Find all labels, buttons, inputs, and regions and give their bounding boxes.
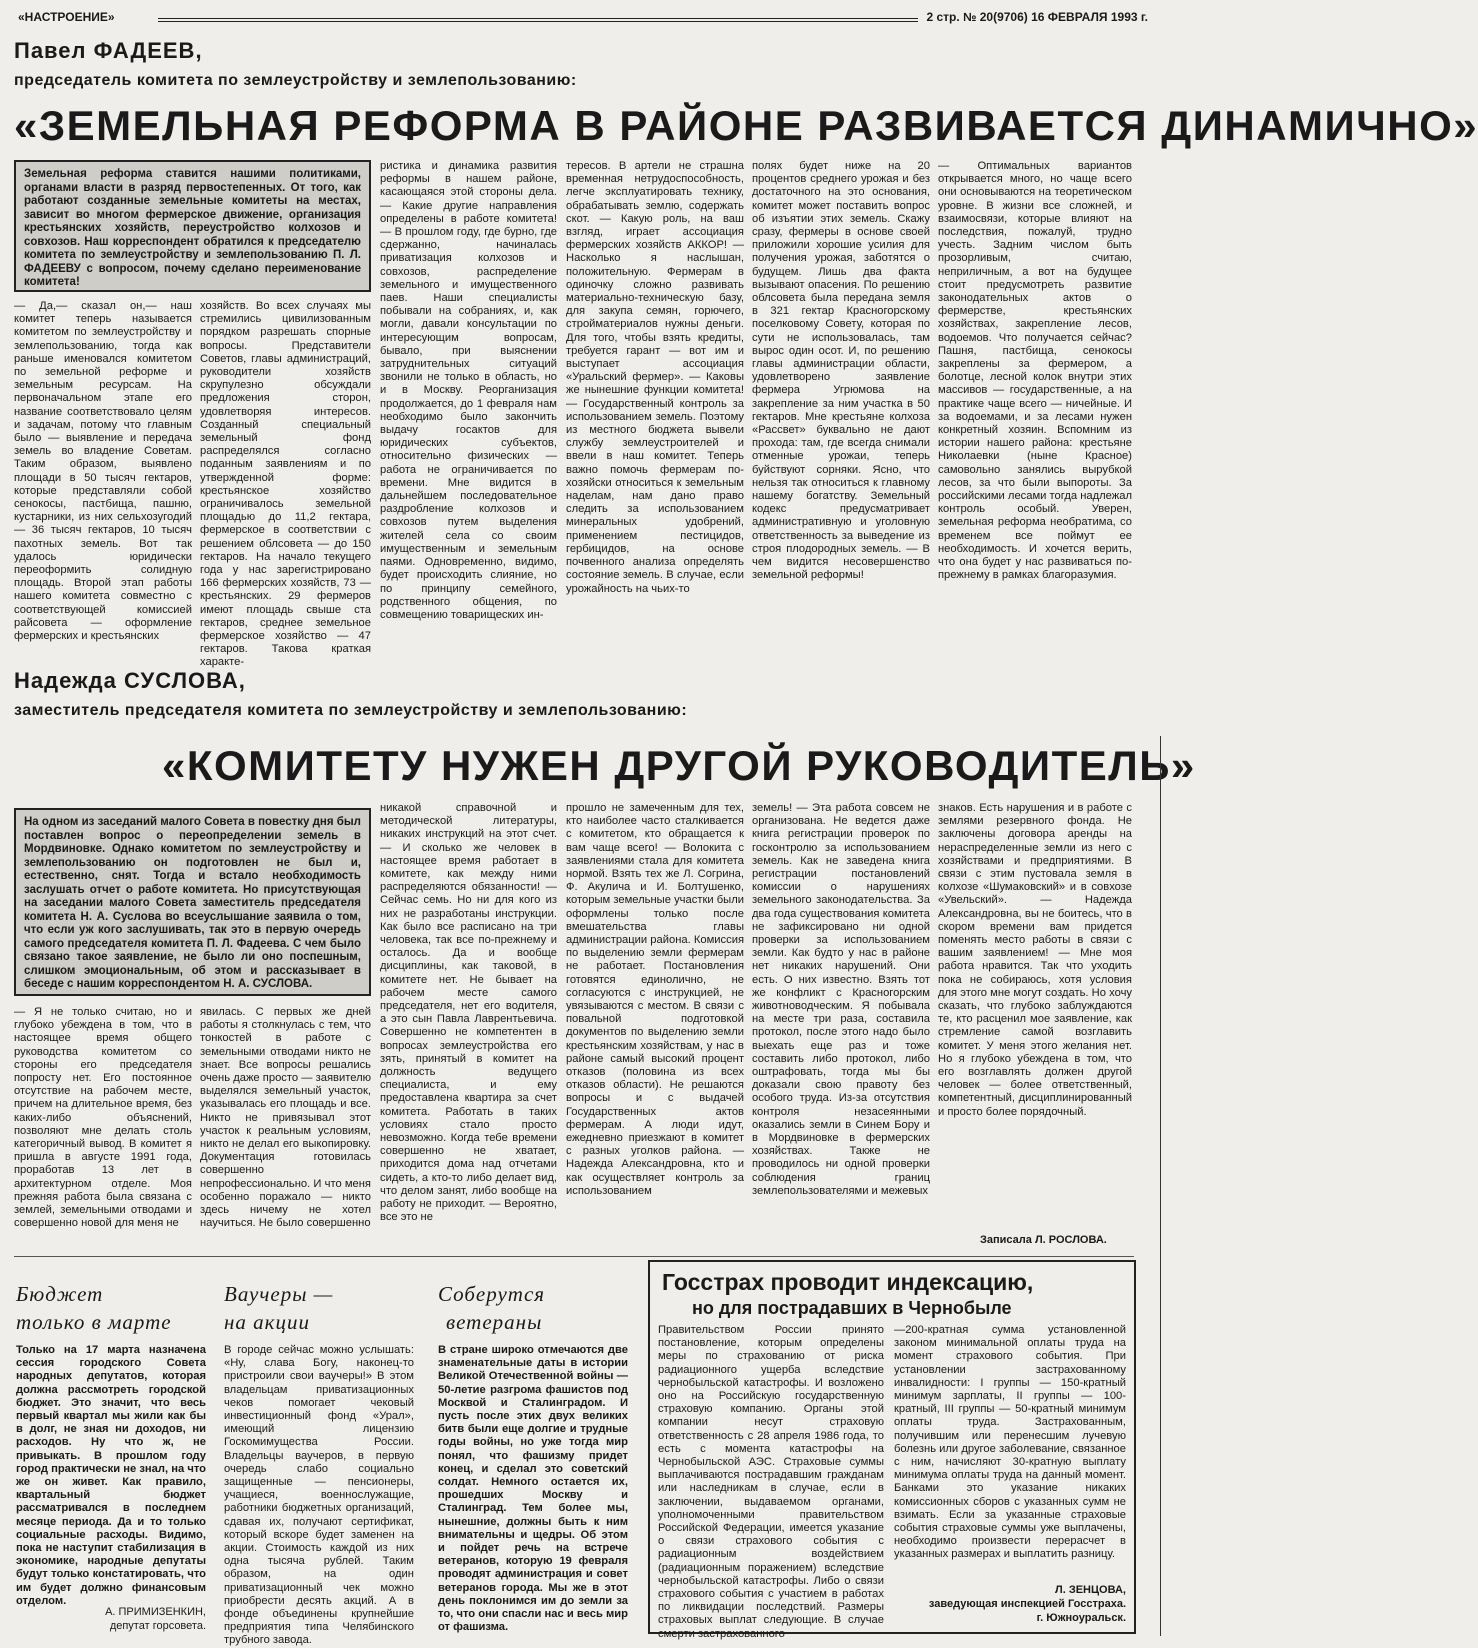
gosstrakh-headline-1: Госстрах проводит индексацию,: [662, 1269, 1034, 1295]
article1-headline: «ЗЕМЕЛЬНАЯ РЕФОРМА В РАЙОНЕ РАЗВИВАЕТСЯ ДИНАМИЧНО»: [14, 102, 1478, 149]
masthead-issue: 2 стр. № 20(9706) 16 ФЕВРАЛЯ 1993 г.: [926, 10, 1148, 24]
masthead-title: «НАСТРОЕНИЕ»: [18, 10, 115, 24]
gosstrakh-headline-2: но для пострадавших в Чернобыле: [692, 1298, 1012, 1318]
article2-signature: Записала Л. РОСЛОВА.: [980, 1234, 1107, 1246]
bottom-divider: [14, 1256, 1134, 1257]
short2-body: В городе сейчас можно услышать: «Ну, слава Богу, наконец-то пристроили свои ваучеры!» В этом владельцам приватизационных чеков помогает чековый инвестиционный фонд «Урал», имеющий лицензию Госкомимущества России. Владельцы ваучеров, в первую очередь слабо социально защищенные — пенсионеры, учащиеся, военнослужащие, работники бюджетных организаций, сдавая их, получают сертификат, который вскоре будет заменен на акции. Стоимость каждой из них одна тысяча рублей. Таким образом, на один приватизационный чек можно приобрести десять акций. А в фонде объединены крупнейшие предприятия типа Челябинского трубного завода.: [224, 1344, 414, 1647]
gosstrakh-sign-1: Л. ЗЕНЦОВА,: [1055, 1584, 1126, 1596]
article2-column-2: явилась. С первых же дней работы я столкнулась с тем, что тонкостей в работе с земельными отводами никто не знает. Все вопросы решались очень даже просто — заявителю выделялся земельный участок, указывалась его площадь и все. Никто не привязывал этот участок к реальным условиям, никто не делал его выкопировку. Документация готовилась совершенно непрофессионально. И что меня особенно поражало — никто здесь ничему не хотел научиться. Не было совершенно: [200, 1006, 371, 1230]
article2-headline: «КОМИТЕТУ НУЖЕН ДРУГОЙ РУКОВОДИТЕЛЬ»: [162, 742, 1196, 789]
adjacent-page-edge: [1160, 736, 1161, 1636]
article1-lead: Земельная реформа ставится нашими политиками, органами власти в разряд первостепенных. От того, как работают созданные земельные комитеты на местах, зависит во многом фермерское движение, организация крестьянских хозяйств, переустройство колхозов и совхозов. Наш корреспондент обратился к председателю комитета по землеустройству и землепользованию П. Л. ФАДЕЕВУ с вопросом, почему сделано переименование комитета!: [14, 160, 371, 292]
short3-body: В стране широко отмечаются две знаменательные даты в истории Великой Отечественной войны — 50-летие разгрома фашистов под Москвой и Сталинградом. И пусть после этих двух великих битв были еще долгие и трудные годы войны, но уже тогда мир понял, что фашизму придет конец, и сделал это советский солдат. Немного остается их, прошедших Москву и Сталинград. Тем более мы, нынешние, должны быть к ним внимательны и щедры. Об этом и пойдет речь на встрече ветеранов, которую 19 февраля проводят администрация и совет ветеранов города. Мы же в этот день поклонимся им до земли за то, что они спасли нас и весь мир от фашизма.: [438, 1344, 628, 1634]
short1-sign-2: депутат горсовета.: [109, 1620, 206, 1632]
article1-column-1: — Да,— сказал он,— наш комитет теперь называется комитетом по землеустройству и землепользованию, тогда как раньше именовался комитетом по земельной реформе и земельным ресурсам. На первоначальном этапе его название соответствовало целям и задачам, потому что главным было — выявление и передача земель во владение Советам. Таким образом, выявлено площади в 50 тысяч гектаров, которые представляли собой сенокосы, пастбища, пашню, кустарники, из них сельхозугодий — 36 тысяч гектаров, 10 тысяч пахотных земель. Вот так удалось юридически переоформить солидную площадь. Второй этап работы нашего комитета совместно с соответствующей комиссией райсовета — оформление фермерских и крестьянских: [14, 300, 192, 643]
article2-column-6: знаков. Есть нарушения и в работе с землями резервного фонда. Не заключены договора аренды на нераспределенные земли из него с хозяйствами и предприятиями. В связи с этим пустовала земля в колхозе «Шумаковский» и в совхозе «Увельский». — Надежда Александровна, вы не боитесь, что в скором времени вам придется поменять место работы в связи с вашим заявлением! — Мне моя работа нравится. Так что уходить пока не собираюсь, хотя условия для этого мне могут создать. Но хочу сказать, что глубоко заблуждаются те, кто расценил мое заявление, как стремление самой возглавить комитет. У меня этого желания нет. Но я глубоко убеждена в том, что его возглавлять должен другой человек — более ответственный, компетентный, дисциплинированный и просто более порядочный.: [938, 802, 1132, 1118]
article1-column-3: ристика и динамика развития реформы в нашем районе, касающаяся этой стороны дела. — Какие другие направления определены в работе комитета! — В прошлом году, где бурно, где сдержанно, начиналась приватизация колхозов и совхозов, распределение земельного и имущественного паев. Наши специалисты побывали на собраниях, и, как могли, давали консультации по интересующим вопросам, бывало, при выяснении затруднительных ситуаций звонили не только в область, но и в Москву. Реорганизация продолжается, до 1 февраля нам необходимо было закончить выдачу госактов для юридических субъектов, относительно физических — работа не ограничивается по времени. Мне видится в дальнейшем последовательное раздробление колхозов и совхозов путем выделения жителей села со своим имущественным и земельным паями. Одновременно, видимо, будет происходить слияние, но по принципу семейного, родственного общения, по совмещению товарищеских ин-: [380, 160, 557, 621]
gosstrakh-box: [648, 1260, 1136, 1640]
article2-author: Надежда СУСЛОВА,: [14, 668, 246, 693]
gosstrakh-sign-2: заведующая инспекцией Госстраха.: [928, 1598, 1126, 1610]
short1-headline-1: Бюджет: [16, 1282, 104, 1306]
article1-column-2: хозяйств. Во всех случаях мы стремились цивилизованным порядком разрешать спорные вопросы. Представители Советов, главы администраций, руководители хозяйств скрупулезно обсуждали предложения сторон, удовлетворяя интересов. Созданный специальный земельный фонд распределялся согласно поданным заявлениям и по утвержденной форме: крестьянское хозяйство ограничивалось земельной площадью до 11,2 гектара, фермерское в соответствии с решением облсовета — до 150 гектаров. На начало текущего года у нас зарегистрировано 166 фермерских хозяйств, 73 — крестьянских. 29 фермеров имеют площадь свыше ста гектаров, среднее земельное фермерское хозяйство — 47 гектаров. Такова краткая характе-: [200, 300, 371, 669]
short3-headline-2: ветераны: [446, 1310, 543, 1334]
article1-column-5: полях будет ниже на 20 процентов среднего урожая и без достаточного на это основания, комитет может поставить вопрос об изъятии этих земель. Скажу сразу, фермеры в основе своей приложили хорошие усилия для получения урожая, заботятся о будущем. Лишь два факта вызывают опасения. По решению облсовета была передана земля в 321 гектар Красногорскому поселковому Совету, которая по сути не использовалась, там вырос один осот. И, по решению главы администрации области, удовлетворено заявление фермера Угрюмова на закрепление за ним участка в 50 гектаров. Мне крестьяне колхоза «Рассвет» буквально не дают прохода: там, где всегда снимали отменные урожаи, теперь буйствуют сорняки. Ясно, что нельзя так относиться к главному нашему богатству. Земельный кодекс предусматривает административную и уголовную ответственность за выведение из строя плодородных земель. — В чем видится несовершенство земельной реформы!: [752, 160, 930, 582]
article1-column-4: тересов. В артели не страшна временная нетрудоспособность, легче эксплуатировать технику, обрабатывать землю, содержать скот. — Какую роль, на ваш взгляд, играет ассоциация фермерских хозяйств АККОР! — Насколько я наслышан, положительную. Фермерам в одиночку сложно развивать материально-техническую базу, для закупа семян, горючего, стройматериалов нужны деньги. Для того, чтобы взять кредиты, требуется гарант — вот им и выступает ассоциация «Уральский фермер». — Каковы же нынешние функции комитета! — Государственный контроль за использованием земель. Поэтому из местного бюджета вывели службу землеустроителей и ввели в наш комитет. Теперь важно помочь фермерам по-хозяйски относиться к земельным наделам, нам дано право следить за использованием минеральных удобрений, применением пестицидов, гербицидов, на основе почвенного анализа определять состояние земель. В случае, если урожайность на чьих-то: [566, 160, 744, 595]
masthead: [18, 10, 1148, 28]
article2-column-5: земель! — Эта работа совсем не организована. Не ведется даже книга регистрации проверок по госконтролю за использованием земель. Как не заведена книга регистрации постановлений комиссии о нарушениях земельного законодательства. За два года существования комитета не зафиксировано ни одной проверки за использованием земли. Как будто у нас в районе нет никаких нарушений. Они есть. О них известно. Взять тот же конфликт с Красногорским животноводческим. Я побывала на месте три раза, составила протокол, после этого надо было выехать еще раз и тоже составить либо протокол, либо оштрафовать, тогда мы бы доказали свою правоту без особого труда. Из-за отсутствия контроля незасеянными оказались земли в Синем Бору и в Мордвиновке в фермерских хозяйствах. Также не проводилось ни одной проверки соблюдения границ землепользователями и межевых: [752, 802, 930, 1197]
gosstrakh-column-1: Правительством России принято постановление, которым определены меры по страхованию от риска радиационного ущерба вследствие чернобыльской катастрофы. И возложено оно на Российскую государственную страховую компанию. Органы этой компании несут страховую ответственность с 28 апреля 1986 года, то есть с момента катастрофы на Чернобыльской АЭС. Страховые суммы выплачиваются пострадавшим гражданам или наследникам в случае, если в заключении, выдаваемом органами, уполномоченными правительством Российской Федерации, имеется указание о связи страхового события с радиационным воздействием (радиационным поражением) вследствие чернобыльской катастрофы. Либо о связи страхового события с участием в работах по ликвидации последствий. Размеры страховых выплат следующие. В случае смерти застрахованного: [658, 1324, 884, 1640]
article1-author: Павел ФАДЕЕВ,: [14, 38, 203, 63]
article2-role: заместитель председателя комитета по землеустройству и землепользованию:: [14, 702, 688, 719]
short3-headline-1: Соберутся: [438, 1282, 546, 1306]
short1-body: Только на 17 марта назначена сессия городского Совета народных депутатов, которая должна рассмотреть городской бюджет. Это значит, что весь первый квартал мы жили как бы в долг, не зная ни доходов, ни расходов. Ну что ж, не привыкать. В прошлом году город практически не знал, на что же он живет. Как правило, квартальный бюджет рассматривался в последнем месяце периода. Да и то только социальные расходы. Видимо, пока не наступит стабилизация в экономике, народные депутаты будут только констатировать, что им будет должно финансовым отделом.: [16, 1344, 206, 1607]
short1-sign-1: А. ПРИМИЗЕНКИН,: [105, 1606, 206, 1618]
article1-role: председатель комитета по землеустройству и землепользованию:: [14, 72, 577, 89]
article1-column-6: — Оптимальных вариантов открывается много, но чаще всего они основываются на теоретическом уровне. В жизни все сложней, и взаимосвязи, которые влияют на последствия, пожалуй, трудно учесть. Задним числом быть прозорливым, считаю, неприличным, а вот на будущее стоит предусмотреть развитие законодательных актов о фермерстве, крестьянских хозяйствах, закрепление лесов, водоемов. Что получается сейчас? Пашня, пастбища, сенокосы закреплены за фермером, а болотце, лесной колок внутри этих массивов — государственные, а на практике чаще всего — ничейные. И за водоемами, и за лесами нужен конкретный хозяин. Вспомним из истории нашего района: крестьяне Николаевки (ныне Красное) самовольно занялись вырубкой лесов, за что были выпороты. За российскими лесами тогда надлежал контроль особый. Уверен, земельная реформа необратима, со временем все поймут ее необходимость. И хочется верить, что она будет у нас развиваться по-прежнему в рамках благоразумия.: [938, 160, 1132, 582]
article2-lead: На одном из заседаний малого Совета в повестку дня был поставлен вопрос о переопределении земель в Мордвиновке. Однако комитетом по землеустройству и землепользованию он подготовлен не был и, естественно, снят. Тогда и встало необходимость заслушать отчет о работе комитета. Но присутствующая на заседании малого Совета заместитель председателя комитета Н. А. Суслова во всеуслышание заявила о том, что если уж кого заслушивать, так это в первую очередь самого председателя комитета П. Л. Фадеева. С чем было связано такое заявление, не было ли оно поспешным, слишком эмоциональным, об этом и рассказывает в беседе с нашим корреспондентом Н. А. СУСЛОВА.: [14, 808, 371, 996]
short1-headline-2: только в марте: [16, 1310, 172, 1334]
short2-headline-1: Ваучеры —: [224, 1282, 334, 1306]
masthead-rule: [158, 18, 918, 22]
gosstrakh-sign-3: г. Южноуральск.: [1036, 1612, 1126, 1624]
article2-column-3: никакой справочной и методической литературы, никаких инструкций на этот счет. — И сколько же человек в настоящее время работает в комитете, как между ними распределяются обязанности! — Сейчас семь. Но ни для кого из них не разработаны инструкции. Как было все расписано на три человека, так все по-прежнему и осталось. Да и вообще дисциплины, как таковой, в комитете нет. Не бывает на рабочем месте самого председателя, нет его водителя, а это сын Павла Лаврентьевича. Совершенно не компетентен в вопросах землеустройства его зять, принятый в комитет на должность ведущего специалиста, и ему предоставлена квартира за счет комитета. Работать в таких условиях стало просто невозможно. Когда тебе времени совершенно не хватает, приходится дома над отчетами сидеть, а кто-то либо делает вид, что делом занят, либо вообще на работу не приходит. — Вероятно, все это не: [380, 802, 557, 1224]
gosstrakh-column-2: —200-кратная сумма установленной законом минимальной оплаты труда на момент страхового события. При установлении застрахованному инвалидности: I группы — 150-кратный минимум зарплаты, II группы — 100-кратный, III группы — 50-кратный минимум оплаты труда. Застрахованным, получившим или перенесшим лучевую болезнь или другое заболевание, связанное с ним, начисляют 30-кратную выплату минимума оплаты труда на данный момент. Банками это указание никаких комиссионных сборов с указанных сумм не взимать. Если за указанные страховые события страховые суммы уже выплачены, необходимо произвести перерасчет в указанных размерах и выплатить разницу.: [894, 1324, 1126, 1561]
short2-headline-2: на акции: [224, 1310, 310, 1334]
article2-column-1: — Я не только считаю, но и глубоко убеждена в том, что в настоящее время общего руководства комитетом со стороны его председателя попросту нет. Его постоянное отсутствие на рабочем месте, причем на длительное время, без каких-либо объяснений, позволяют мне делать столь категоричный вывод. В комитет я пришла в августе 1991 года, проработав 13 лет в архитектурном отделе. Моя прежняя работа была связана с землей, земельными отводами и совершенно новой для меня не: [14, 1006, 192, 1230]
article2-column-4: прошло не замеченным для тех, кто наиболее часто сталкивается с комитетом, кто обращается к вам чаще всего! — Волокита с заявлениями стала для комитета нормой. Взять тех же Л. Согрина, Ф. Акулича и И. Болтушенко, которым земельные участки были оформлены только после вмешательства главы администрации района. Комиссия по выделению земли фермерам не работает. Постановления готовятся единолично, не согласуются с инструкцией, не увязываются с местом. В связи с повальной подготовкой документов по выделению земли крестьянским хозяйствам, у нас в районе самый высокий процент отказов (половина из всех отказов области). Не решаются вопросы и с выдачей Государственных актов фермерам. А люди идут, ежедневно приезжают в комитет с разных уголков района. — Надежда Александровна, кто и как осуществляет контроль за использованием: [566, 802, 745, 1197]
